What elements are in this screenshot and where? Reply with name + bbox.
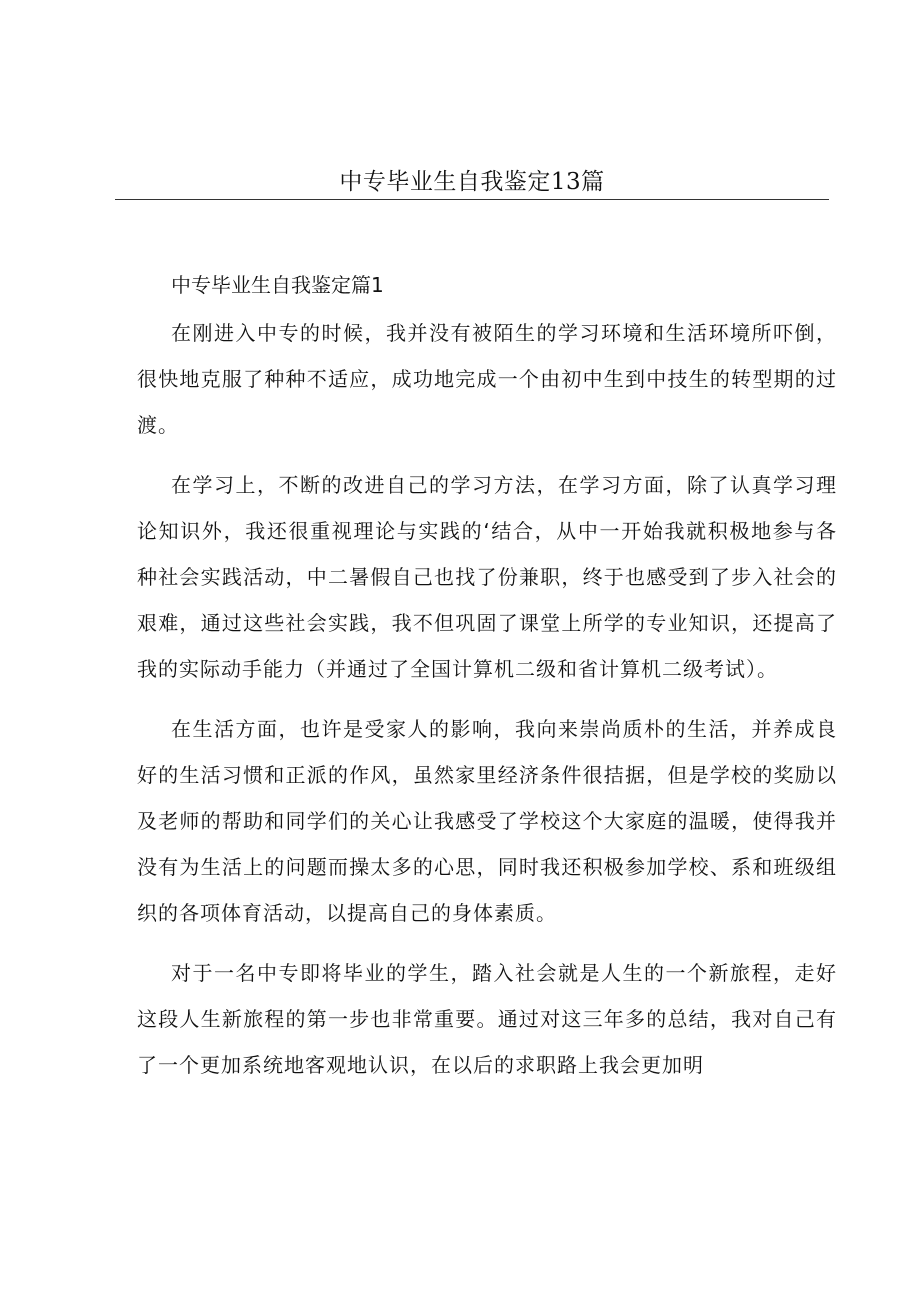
paragraph-3: 在生活方面，也许是受家人的影响，我向来崇尚质朴的生活，并养成良好的生活习惯和正派的作风，虽然家里经济条件很拮据，但是学校的奖励以及老师的帮助和同学们的关心让我感受了学校这个大家庭的温暖，使得我并没有为生活上的问题而操太多的心思，同时我还积极参加学校、系和班级组织的各项体育活动，以提高自己的身体素质。 (137, 717, 837, 925)
section-heading: 中专毕业生自我鉴定篇1 (171, 273, 384, 297)
paragraph-4: 对于一名中专即将毕业的学生，踏入社会就是人生的一个新旅程，走好这段人生新旅程的第一步也非常重要。通过对这三年多的总结，我对自己有了一个更加系统地客观地认识，在以后的求职路上我会更加明 (137, 961, 837, 1077)
document-body (137, 270, 837, 1088)
document-title: 中专毕业生自我鉴定13篇 (339, 169, 605, 195)
paragraph-2: 在学习上，不断的改进自己的学习方法，在学习方面，除了认真学习理论知识外，我还很重视理论与实践的‘结合，从中一开始我就积极地参与各种社会实践活动，中二暑假自己也找了份兼职，终于也感受到了步入社会的艰难，通过这些社会实践，我不但巩固了课堂上所学的专业知识，还提高了我的实际动手能力（并通过了全国计算机二级和省计算机二级考试）。 (137, 473, 837, 681)
document-header (115, 167, 829, 200)
paragraph-1: 在刚进入中专的时候，我并没有被陌生的学习环境和生活环境所吓倒，很快地克服了种种不适应，成功地完成一个由初中生到中技生的转型期的过渡。 (137, 321, 837, 437)
